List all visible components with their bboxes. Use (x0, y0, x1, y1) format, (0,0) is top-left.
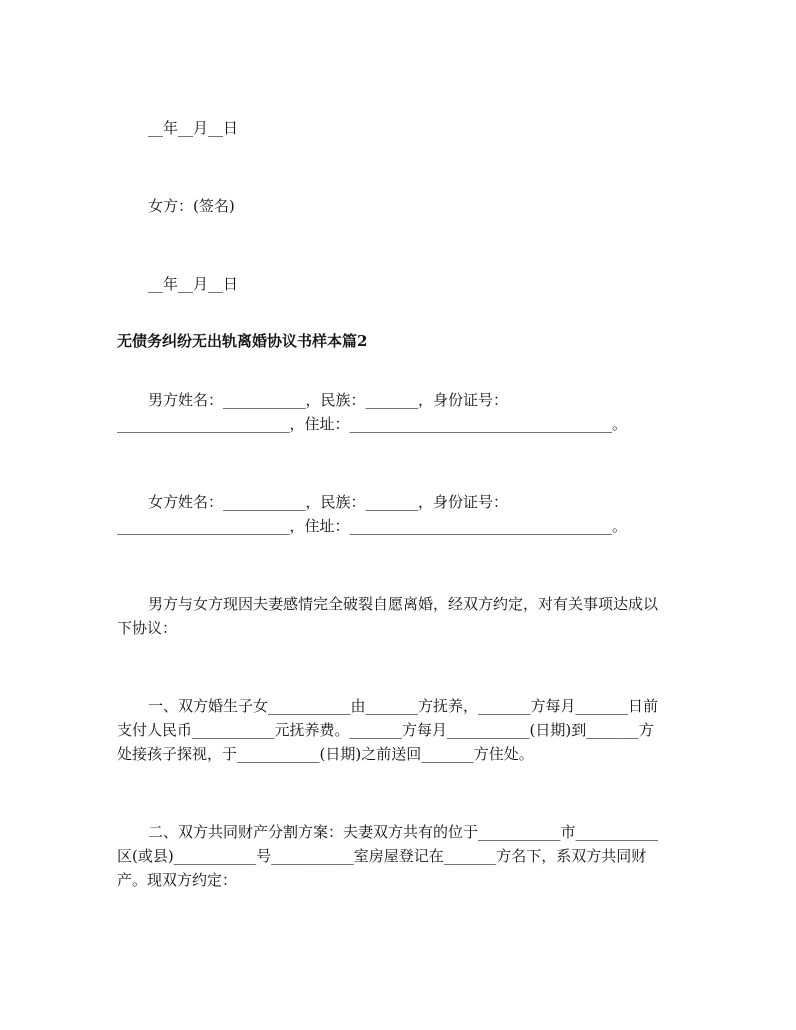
clause-1-line-3: 处接孩子探视，于___________(日期)之前送回_______方住处。 (117, 745, 534, 763)
date-line: __年__月__日 (148, 119, 239, 137)
intro-line-2: 下协议： (117, 619, 178, 637)
section-heading: 无债务纠纷无出轨离婚协议书样本篇2 (117, 332, 368, 350)
wife-info-line-1: 女方姓名：___________，民族：_______，身份证号： (148, 493, 509, 511)
clause-2-line-3: 产。现双方约定： (117, 871, 238, 889)
wife-info-line-2: _______________________，住址：___________________________________。 (117, 517, 628, 535)
date-line: __年__月__日 (148, 275, 239, 293)
husband-info-line-2: _______________________，住址：___________________________________。 (117, 415, 628, 433)
clause-2-line-2: 区(或县)___________号___________室房屋登记在_______方名下，系双方共同财 (117, 847, 647, 865)
clause-2-line-1: 二、双方共同财产分割方案：夫妻双方共有的位于___________市___________ (148, 823, 659, 841)
intro-line-1: 男方与女方现因夫妻感情完全破裂自愿离婚，经双方约定，对有关事项达成以 (148, 595, 659, 613)
clause-1-line-2: 支付人民币___________元抚养费。_______方每月___________(日期)到_______方 (117, 721, 654, 739)
husband-info-line-1: 男方姓名：___________，民族：_______，身份证号： (148, 391, 509, 409)
clause-1-line-1: 一、双方婚生子女___________由_______方抚养，_______方每月_______日前 (148, 697, 659, 715)
wife-signature-line: 女方：(签名) (148, 197, 235, 215)
